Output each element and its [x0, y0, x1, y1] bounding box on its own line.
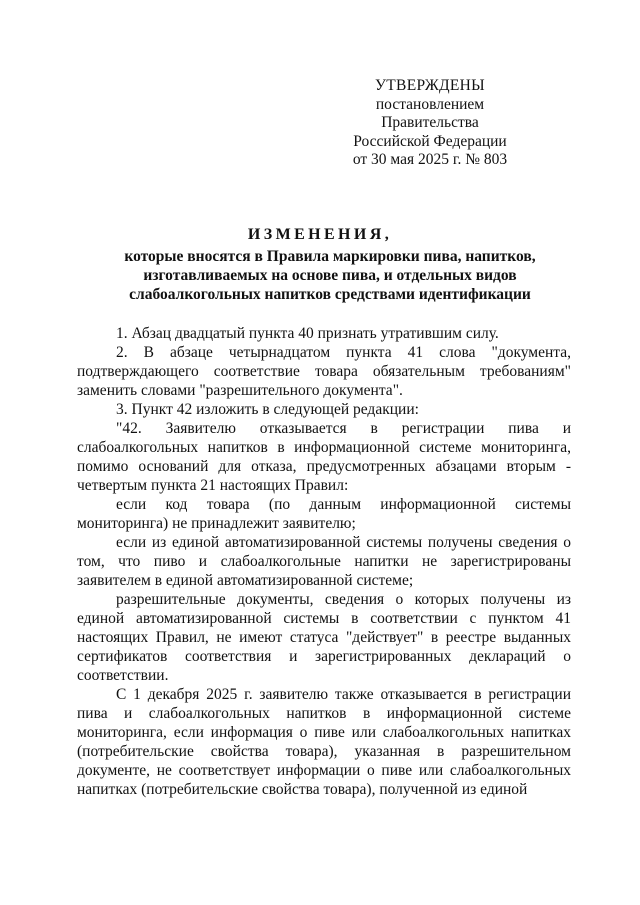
body-paragraph: 1. Абзац двадцатый пункта 40 признать утратившим силу. — [116, 325, 499, 342]
body-paragraph: разрешительные документы, сведения о которых получены из единой автоматизированной системы в соответствии с пунктом 41 настоящих Правил, не имеют статуса "действует" в реестре выданных сертификатов соответствия и зарегистрированных деклараций о соответствии. — [77, 591, 571, 684]
approval-title: УТВЕРЖДЕНЫ — [375, 77, 485, 94]
approval-block — [330, 77, 530, 170]
document-title: ИЗМЕНЕНИЯ, — [247, 226, 393, 243]
body-paragraph: "42. Заявителю отказывается в регистрации пива и слабоалкогольных напитков в информационной системе мониторинга, помимо оснований для отказа, предусмотренных абзацами вторым - четвертым пункта 21 настоящих Правил: — [77, 420, 571, 494]
body-paragraph: 3. Пункт 42 изложить в следующей редакции: — [116, 401, 419, 418]
body-paragraph: С 1 декабря 2025 г. заявителю также отказывается в регистрации пива и слабоалкогольных напитков в информационной системе мониторинга, если информация о пиве или слабоалкогольных напитках (потребительские свойства товара), указанная в разрешительном документе, не соответствует информации о пиве или слабоалкогольных напитках (потребительские свойства товара), полученной из единой — [77, 686, 571, 798]
body-paragraph: если из единой автоматизированной системы получены сведения о том, что пиво и слабоалкогольные напитки не зарегистрированы заявителем в единой автоматизированной системе; — [77, 534, 571, 589]
approval-line: Российской Федерации — [353, 132, 507, 150]
approval-line: постановлением Правительства — [375, 95, 485, 131]
body-paragraph: 2. В абзаце четырнадцатом пункта 41 слова "документа, подтверждающего соответствие товара обязательным требованиям" заменить словами "разрешительного документа". — [77, 344, 571, 399]
document-body — [77, 324, 571, 799]
document-subtitle: которые вносятся в Правила маркировки пива, напитков, изготавливаемых на основе пива, и отдельных видов слабоалкогольных напитков средствами идентификации — [124, 248, 536, 303]
approval-date-line: от 30 мая 2025 г. № 803 — [352, 151, 508, 168]
body-paragraph: если код товара (по данным информационной системы мониторинга) не принадлежит заявителю; — [77, 496, 571, 532]
